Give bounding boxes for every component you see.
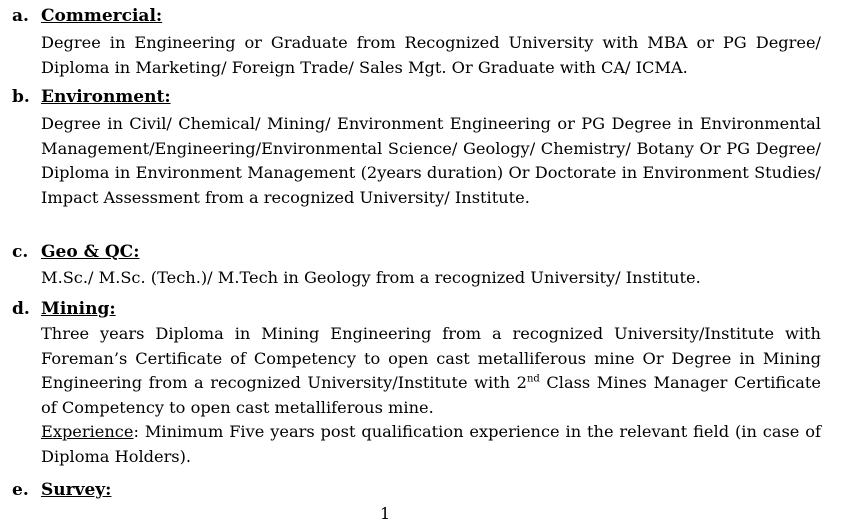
section-text-commercial: Degree in Engineering or Graduate from Recognized University with MBA or PG Degree/ Diploma in Marketing/ Foreign Trade/ Sales Mgt. Or Graduate with CA/ ICMA. [41,33,821,77]
section-text-mining [41,322,821,470]
section-heading-geo-qc: Geo & QC: [41,242,140,262]
page-number: 1 [380,504,391,523]
section-marker: a. [12,6,29,26]
section-text-geo-qc: M.Sc./ M.Sc. (Tech.)/ M.Tech in Geology from a recognized University/ Institute. [41,268,701,287]
section-text-environment: Degree in Civil/ Chemical/ Mining/ Environment Engineering or PG Degree in Environmental Management/Engineering/Environmental Science/ Geology/ Chemistry/ Botany Or PG Degree/ Diploma in Environment Management (2years duration) Or Doctorate in Environment Studies/ Impact Assessment from a recognized University/ Institute. [41,114,821,207]
experience-label: Experience [41,422,134,442]
section-heading-commercial: Commercial: [41,6,163,26]
section-marker: b. [12,87,30,107]
section-heading-mining: Mining: [41,299,116,319]
ordinal-superscript: nd [526,373,540,385]
mining-text: Three years Diploma in Mining Engineering from a recognized University/Institute with Foreman’s Certificate of Competency to open cast metalliferous mine Or Degree in Mining Engineering from a recognized University/Institute with 2 [41,324,821,393]
section-marker: c. [12,242,29,262]
experience-text: : Minimum Five years post qualification experience in the relevant field (in case of Diploma Holders). [41,422,821,466]
section-marker: e. [12,480,29,500]
section-marker: d. [12,299,30,319]
section-heading-survey: Survey: [41,480,112,500]
section-heading-environment: Environment: [41,87,171,107]
mining-text-continued: Class Mines Manager Certificate of Competency to open cast metalliferous mine. [41,373,821,417]
